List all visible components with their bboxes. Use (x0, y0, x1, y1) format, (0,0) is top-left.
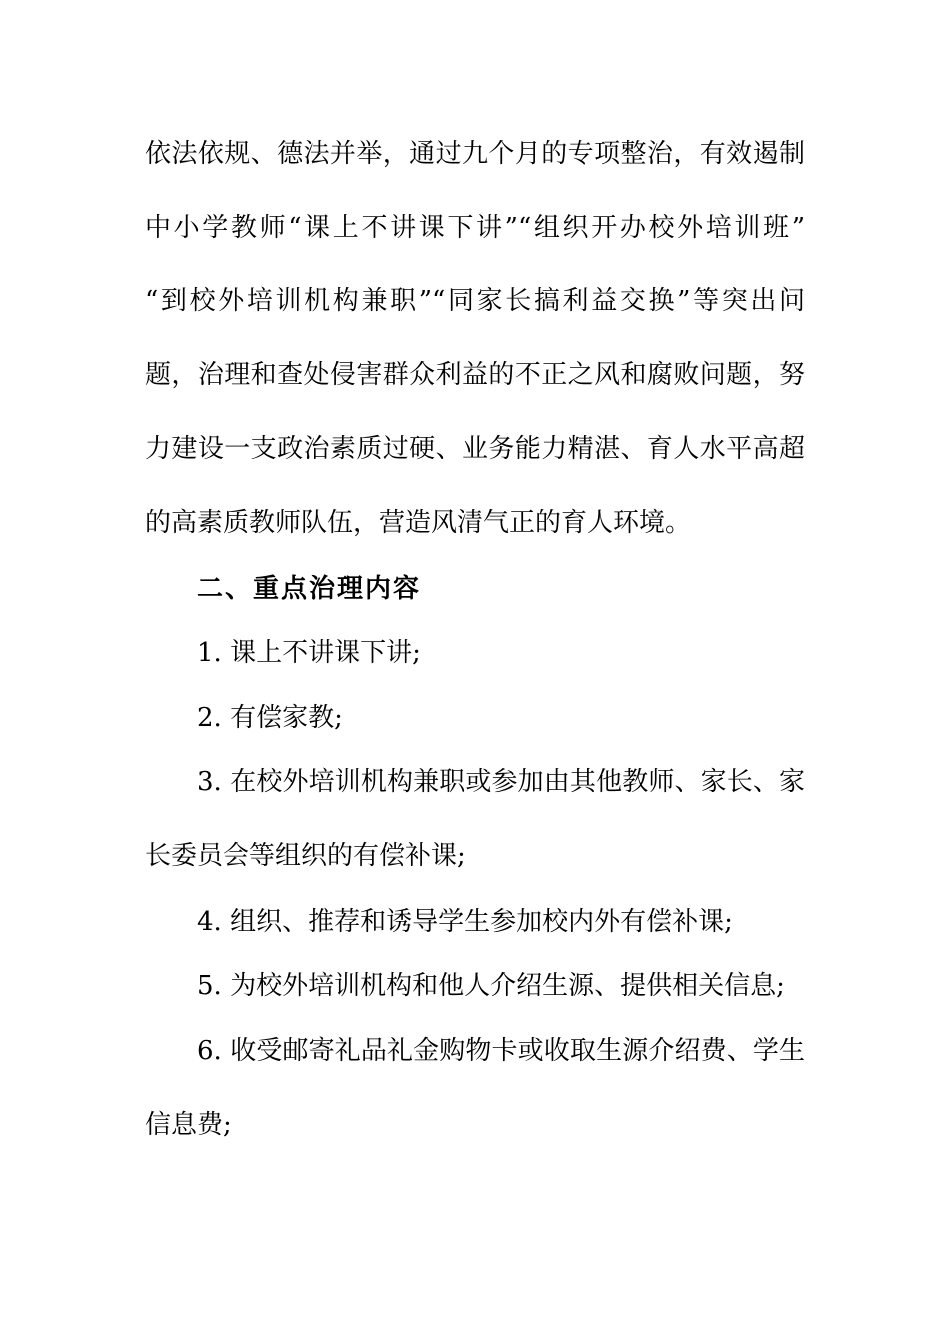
paragraph-line: 的高素质教师队伍，营造风清气正的育人环境。 (145, 508, 692, 538)
list-item: 3. 在校外培训机构兼职或参加由其他教师、家长、家 (197, 767, 805, 797)
paragraph-line: 中小学教师“课上不讲课下讲”“组织开办校外培训班” (145, 213, 805, 243)
paragraph-line: 题，治理和查处侵害群众利益的不正之风和腐败问题，努 (145, 360, 805, 390)
list-item-continuation: 长委员会等组织的有偿补课; (145, 841, 466, 871)
section-heading: 二、重点治理内容 (197, 574, 422, 604)
list-item-continuation: 信息费; (145, 1110, 232, 1140)
paragraph-line: 力建设一支政治素质过硬、业务能力精湛、育人水平高超 (145, 434, 805, 464)
paragraph-line: “到校外培训机构兼职”“同家长搞利益交换”等突出问 (145, 286, 805, 316)
paragraph-line: 依法依规、德法并举，通过九个月的专项整治，有效遏制 (145, 139, 805, 169)
list-item: 5. 为校外培训机构和他人介绍生源、提供相关信息; (197, 971, 785, 1001)
list-item: 1. 课上不讲课下讲; (197, 638, 421, 668)
list-item: 2. 有偿家教; (197, 703, 343, 733)
list-item: 4. 组织、推荐和诱导学生参加校内外有偿补课; (197, 907, 733, 937)
list-item: 6. 收受邮寄礼品礼金购物卡或收取生源介绍费、学生 (197, 1036, 805, 1066)
